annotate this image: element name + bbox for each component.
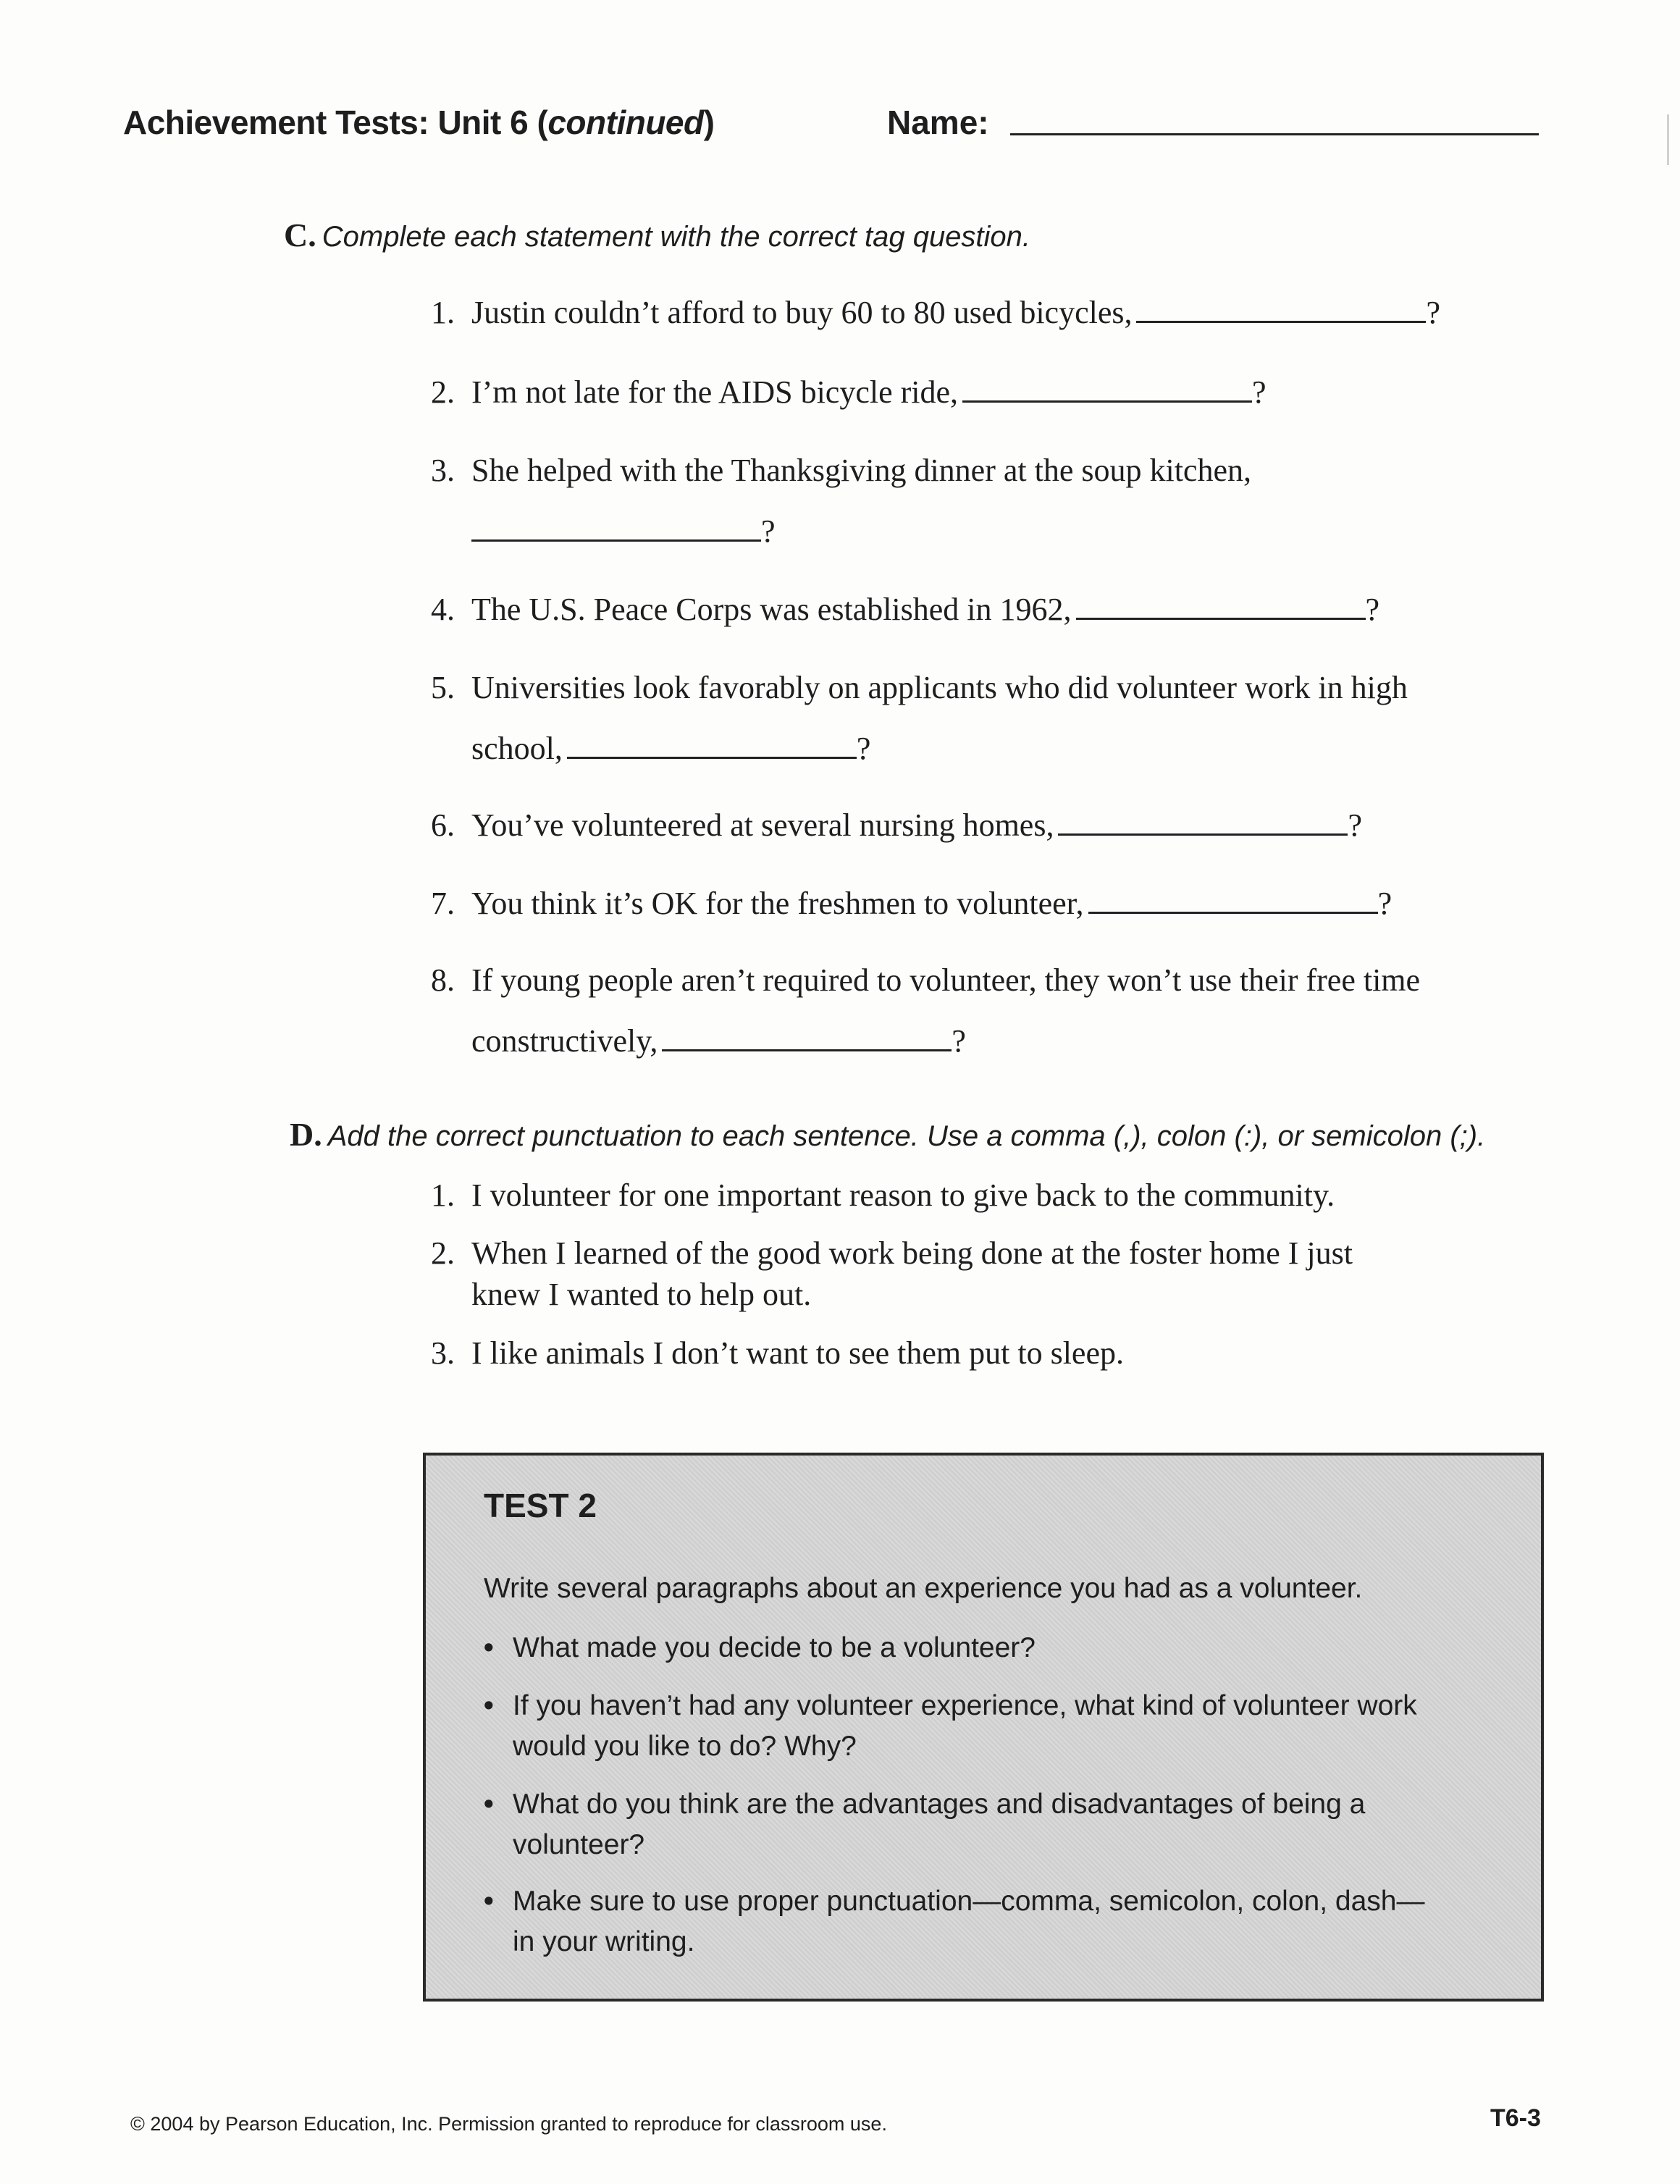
answer-blank[interactable]: [962, 371, 1252, 403]
test2-bullet: • Make sure to use proper punctuation—comma, semicolon, colon, dash— in your writing.: [484, 1881, 1469, 1962]
section-d-instruction: Add the correct punctuation to each sentence. Use a comma (,), colon (:), or semicolon (;).: [327, 1120, 1486, 1152]
answer-blank[interactable]: [1088, 883, 1378, 914]
d-item-2: [431, 1232, 1353, 1315]
section-c-heading: [284, 216, 1030, 254]
item-number: 4.: [431, 592, 455, 627]
scan-edge-mark: [1667, 114, 1669, 165]
c-item-6: 6. You’ve volunteered at several nursing homes, ?: [431, 795, 1362, 856]
title-close: ): [703, 104, 715, 141]
answer-blank[interactable]: [1058, 805, 1348, 836]
test2-prompt: Write several paragraphs about an experience you had as a volunteer.: [484, 1573, 1363, 1604]
item-text: She helped with the Thanksgiving dinner at the soup kitchen,: [471, 453, 1251, 488]
section-c-instruction: Complete each statement with the correct tag question.: [322, 221, 1031, 253]
answer-blank[interactable]: [1136, 292, 1426, 323]
item-text-cont: constructively,: [471, 1023, 658, 1059]
answer-blank[interactable]: [471, 511, 761, 542]
answer-blank[interactable]: [1076, 589, 1366, 620]
test2-bullet: • What made you decide to be a volunteer?: [484, 1628, 1469, 1668]
test2-bullet: • What do you think are the advantages and disadvantages of being a volunteer?: [484, 1784, 1469, 1865]
item-text: I’m not late for the AIDS bicycle ride,: [471, 374, 959, 410]
item-text: I like animals I don’t want to see them put to sleep.: [471, 1335, 1124, 1371]
title-continued: continued: [547, 104, 704, 141]
item-number: 1.: [431, 1177, 455, 1213]
d-item-3: [431, 1332, 1124, 1374]
c-item-4: 4. The U.S. Peace Corps was established in 1962, ?: [431, 579, 1379, 640]
page-number: T6-3: [1490, 2104, 1541, 2132]
item-number: 8.: [431, 962, 455, 998]
copyright-notice: © 2004 by Pearson Education, Inc. Permission granted to reproduce for classroom use.: [130, 2113, 887, 2135]
item-text: You’ve volunteered at several nursing homes,: [471, 807, 1054, 843]
item-text-cont: knew I wanted to help out.: [471, 1277, 812, 1312]
answer-blank[interactable]: [662, 1020, 952, 1051]
c-item-7: 7. You think it’s OK for the freshmen to volunteer, ?: [431, 873, 1392, 934]
section-d-letter: D.: [290, 1116, 322, 1153]
item-text: I volunteer for one important reason to give back to the community.: [471, 1177, 1335, 1213]
item-text: Justin couldn’t afford to buy 60 to 80 used bicycles,: [471, 295, 1133, 330]
section-d-heading: [290, 1115, 1485, 1154]
c-item-5: 5. Universities look favorably on applicants who did volunteer work in high school, ?: [431, 658, 1408, 779]
page-title: [123, 103, 714, 142]
item-text: When I learned of the good work being done at the foster home I just: [471, 1235, 1353, 1271]
item-text: If young people aren’t required to volunteer, they won’t use their free time: [471, 962, 1421, 998]
item-number: 3.: [431, 453, 455, 488]
bullet-icon: •: [484, 1690, 494, 1721]
test2-bullet: • If you haven’t had any volunteer experience, what kind of volunteer work would you like to do? Why?: [484, 1686, 1469, 1767]
c-item-3: 3. She helped with the Thanksgiving dinner at the soup kitchen, ?: [431, 440, 1251, 562]
d-item-1: [431, 1175, 1335, 1216]
test2-box: [423, 1453, 1544, 2002]
item-number: 1.: [431, 295, 455, 330]
item-number: 2.: [431, 1235, 455, 1271]
bullet-icon: •: [484, 1632, 494, 1663]
item-number: 7.: [431, 886, 455, 921]
title-main: Achievement Tests: Unit 6 (: [123, 104, 548, 141]
c-item-1: 1. Justin couldn’t afford to buy 60 to 80 used bicycles, ?: [431, 282, 1440, 343]
item-text-cont: school,: [471, 731, 563, 766]
answer-blank[interactable]: [567, 728, 857, 759]
item-number: 2.: [431, 374, 455, 410]
name-label: Name:: [887, 104, 989, 141]
c-item-2: 2. I’m not late for the AIDS bicycle ride, ?: [431, 362, 1267, 423]
name-field[interactable]: [1010, 133, 1539, 135]
bullet-icon: •: [484, 1886, 494, 1917]
item-text: Universities look favorably on applicants who did volunteer work in high: [471, 670, 1408, 705]
section-c-letter: C.: [284, 217, 316, 253]
item-text: You think it’s OK for the freshmen to volunteer,: [471, 886, 1084, 921]
c-item-8: 8. If young people aren’t required to volunteer, they won’t use their free time constructively, ?: [431, 950, 1420, 1072]
item-text: The U.S. Peace Corps was established in 1962,: [471, 592, 1072, 627]
test2-title: TEST 2: [484, 1487, 597, 1524]
item-number: 3.: [431, 1335, 455, 1371]
item-number: 5.: [431, 670, 455, 705]
bullet-icon: •: [484, 1789, 494, 1820]
item-number: 6.: [431, 807, 455, 843]
